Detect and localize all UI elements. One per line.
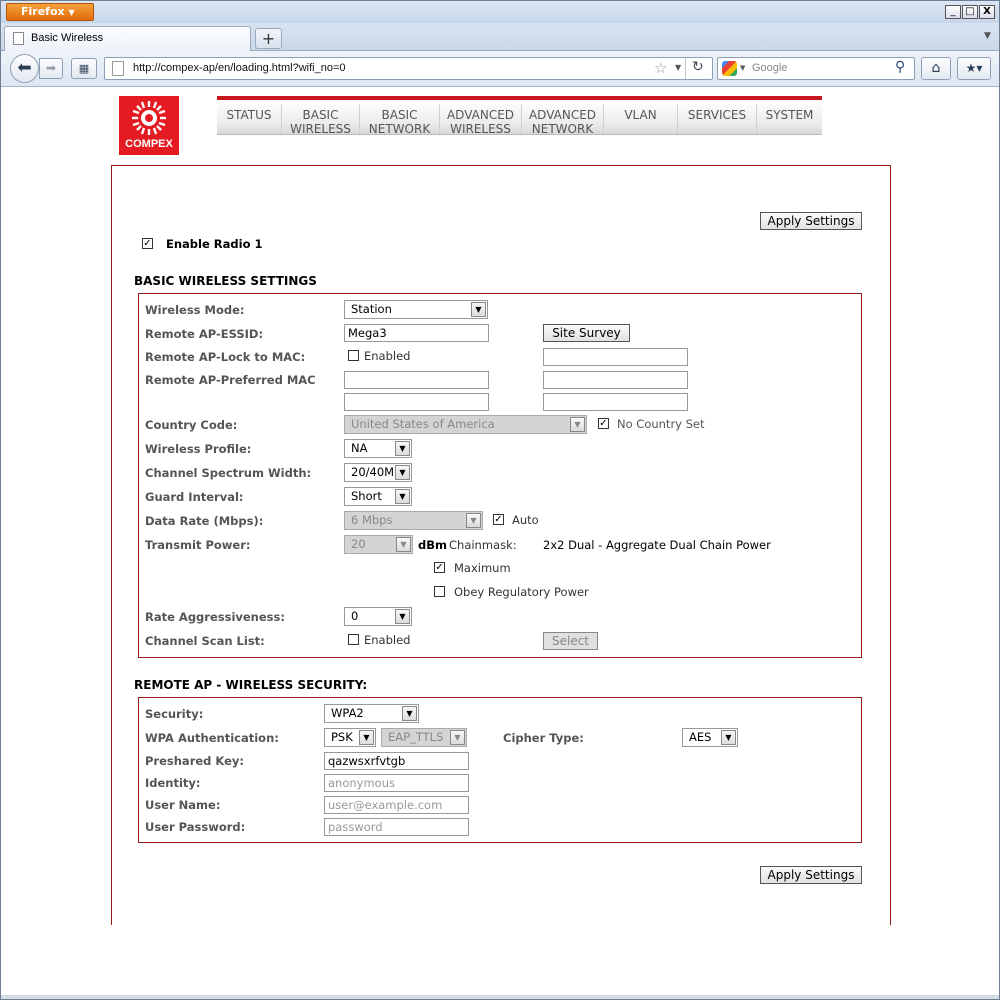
select-value: 20/40M — [351, 465, 395, 479]
username-input[interactable] — [324, 796, 469, 814]
chevron-down-icon: ▼ — [395, 465, 410, 480]
obey-regulatory-checkbox[interactable] — [434, 586, 445, 597]
chevron-down-icon: ▼ — [359, 730, 374, 745]
button-label: Select — [551, 634, 590, 648]
maximize-button[interactable] — [962, 5, 978, 19]
bookmarks-button[interactable] — [957, 57, 991, 80]
bookmark-star-icon: ★▾ — [965, 61, 983, 75]
chevron-down-icon: ▼ — [402, 706, 417, 721]
select-value: United States of America — [351, 417, 495, 431]
transmit-power-select[interactable] — [344, 535, 413, 554]
menu-label: BASIC NETWORK — [368, 108, 431, 136]
guard-interval-label: Guard Interval: — [145, 490, 244, 504]
preferred-mac-input-1[interactable] — [344, 371, 489, 389]
input-placeholder: user@example.com — [328, 798, 443, 812]
select-value: 20 — [351, 537, 366, 551]
button-label: Apply Settings — [767, 214, 855, 228]
input-value: Mega3 — [348, 326, 387, 340]
menu-label: SERVICES — [687, 108, 747, 122]
identity-input[interactable] — [324, 774, 469, 792]
apply-settings-button-bottom[interactable] — [760, 866, 862, 884]
wireless-mode-label: Wireless Mode: — [145, 303, 245, 317]
page-icon — [13, 32, 24, 45]
guard-interval-select[interactable] — [344, 487, 412, 506]
spectrum-width-label: Channel Spectrum Width: — [145, 466, 312, 480]
chainmask-value: 2x2 Dual - Aggregate Dual Chain Power — [543, 538, 771, 552]
select-value: Short — [351, 489, 382, 503]
menu-system[interactable] — [757, 104, 822, 136]
input-value: qazwsxrfvtgb — [328, 754, 406, 768]
wpa-auth-select[interactable] — [324, 728, 376, 747]
preshared-key-label: Preshared Key: — [145, 754, 245, 768]
chevron-down-icon: ▼ — [450, 730, 465, 745]
menu-services[interactable] — [678, 104, 757, 136]
preferred-mac-input-2[interactable] — [543, 371, 688, 389]
scan-list-select-button[interactable] — [543, 632, 598, 650]
google-icon — [722, 61, 737, 76]
maximum-label: Maximum — [454, 561, 511, 575]
menu-status[interactable] — [217, 104, 282, 136]
search-placeholder: Google — [752, 62, 788, 74]
rate-aggressiveness-select[interactable] — [344, 607, 412, 626]
spectrum-width-select[interactable] — [344, 463, 412, 482]
password-input[interactable] — [324, 818, 469, 836]
rate-aggressiveness-label: Rate Aggressiveness: — [145, 610, 285, 624]
forward-arrow-icon: ➡ — [45, 61, 57, 75]
stop-button[interactable] — [71, 58, 97, 79]
data-rate-auto-checkbox[interactable]: ✓ — [494, 514, 503, 525]
data-rate-auto-label: Auto — [512, 513, 539, 527]
search-icon[interactable]: ⚲ — [895, 59, 906, 75]
menu-label: VLAN — [624, 108, 657, 122]
chevron-down-icon: ▼ — [570, 417, 585, 432]
tab-title: Basic Wireless — [31, 32, 104, 44]
reload-icon[interactable]: ↻ — [692, 59, 704, 75]
logo-text: COMPEX — [125, 138, 173, 150]
cipher-type-select[interactable] — [682, 728, 738, 747]
chevron-down-icon: ▼ — [395, 441, 410, 456]
password-label: User Password: — [145, 820, 246, 834]
select-value: PSK — [331, 730, 353, 744]
back-button[interactable] — [10, 54, 39, 83]
basic-settings-title: BASIC WIRELESS SETTINGS — [134, 274, 317, 288]
scan-list-enabled-label: Enabled — [364, 633, 411, 647]
compex-logo — [119, 96, 179, 155]
data-rate-select[interactable] — [344, 511, 483, 530]
select-value: NA — [351, 441, 368, 455]
chevron-down-icon: ▼ — [396, 537, 411, 552]
minimize-icon: _ — [950, 6, 956, 17]
chainmask-label: Chainmask: — [449, 538, 517, 552]
search-bar[interactable] — [717, 57, 915, 80]
security-label: Security: — [145, 707, 204, 721]
scan-list-checkbox[interactable] — [348, 634, 359, 645]
wireless-mode-select[interactable] — [344, 300, 488, 319]
engine-dropdown-icon[interactable]: ▼ — [740, 64, 746, 72]
url-dropdown-icon[interactable]: ▼ — [675, 63, 682, 72]
menu-label: SYSTEM — [765, 108, 814, 122]
select-value: WPA2 — [331, 706, 364, 720]
transmit-power-label: Transmit Power: — [145, 538, 251, 552]
button-label: Apply Settings — [767, 868, 855, 882]
site-survey-button[interactable] — [543, 324, 630, 342]
menu-advanced-network[interactable] — [522, 104, 604, 136]
enable-radio-checkbox[interactable]: ✓ — [143, 238, 152, 249]
firefox-menu-button[interactable] — [6, 3, 94, 21]
home-button[interactable] — [921, 57, 951, 80]
preferred-mac-input-4[interactable] — [543, 393, 688, 411]
new-tab-button[interactable] — [255, 28, 282, 49]
menu-label: BASIC WIRELESS — [290, 108, 351, 136]
input-placeholder: anonymous — [328, 776, 395, 790]
menu-advanced-wireless[interactable] — [440, 104, 522, 136]
select-value: 0 — [351, 609, 359, 623]
essid-input[interactable] — [344, 324, 489, 342]
tab-list-icon[interactable]: ▼ — [984, 31, 991, 41]
cipher-type-label: Cipher Type: — [503, 731, 584, 745]
menu-label: ADVANCED NETWORK — [528, 108, 597, 136]
apply-settings-button-top[interactable] — [760, 212, 862, 230]
chevron-down-icon: ▼ — [395, 489, 410, 504]
dbm-unit-label: dBm — [418, 538, 447, 552]
chevron-down-icon: ▼ — [395, 609, 410, 624]
maximum-checkbox[interactable]: ✓ — [435, 562, 444, 573]
menu-label: ADVANCED WIRELESS — [446, 108, 515, 136]
star-icon[interactable]: ☆ — [654, 59, 668, 77]
plus-icon: + — [261, 29, 276, 48]
enable-radio-label: Enable Radio 1 — [166, 237, 263, 251]
eap-method-select[interactable] — [381, 728, 467, 747]
select-value: 6 Mbps — [351, 513, 393, 527]
lock-mac-checkbox[interactable] — [348, 350, 359, 361]
wpa-auth-label: WPA Authentication: — [145, 731, 279, 745]
select-value: Station — [351, 302, 392, 316]
country-code-select[interactable] — [344, 415, 587, 434]
url-divider — [685, 58, 686, 79]
identity-label: Identity: — [145, 776, 201, 790]
close-button[interactable] — [979, 5, 995, 19]
close-icon: X — [983, 6, 991, 17]
button-label: Site Survey — [552, 326, 621, 340]
security-box — [138, 697, 862, 843]
lock-mac-enabled-label: Enabled — [364, 349, 411, 363]
title-bar — [1, 1, 999, 23]
username-label: User Name: — [145, 798, 221, 812]
data-rate-label: Data Rate (Mbps): — [145, 514, 264, 528]
lock-mac-label: Remote AP-Lock to MAC: — [145, 350, 306, 364]
security-select[interactable] — [324, 704, 419, 723]
no-country-checkbox[interactable]: ✓ — [599, 418, 608, 429]
url-bar[interactable] — [104, 57, 713, 80]
minimize-button[interactable] — [945, 5, 961, 19]
tab-basic-wireless[interactable] — [4, 26, 251, 51]
maximize-icon: □ — [965, 6, 975, 17]
country-code-label: Country Code: — [145, 418, 238, 432]
chevron-down-icon: ▼ — [721, 730, 736, 745]
page-icon — [112, 61, 124, 76]
no-country-label: No Country Set — [617, 417, 705, 431]
back-arrow-icon: ⬅ — [17, 58, 32, 78]
menu-basic-wireless[interactable] — [282, 104, 360, 136]
grid-icon: ▦ — [78, 62, 90, 75]
menu-label: STATUS — [226, 108, 272, 122]
status-bar — [1, 995, 999, 999]
menu-basic-network[interactable] — [360, 104, 440, 136]
home-icon: ⌂ — [931, 60, 941, 76]
lock-mac-input[interactable] — [543, 348, 688, 366]
wireless-profile-select[interactable] — [344, 439, 412, 458]
forward-button[interactable] — [39, 58, 63, 79]
essid-label: Remote AP-ESSID: — [145, 327, 264, 341]
menu-vlan[interactable] — [604, 104, 678, 136]
select-value: EAP_TTLS — [388, 730, 444, 744]
scan-list-label: Channel Scan List: — [145, 634, 265, 648]
security-title: REMOTE AP - WIRELESS SECURITY: — [134, 678, 368, 692]
preshared-key-input[interactable] — [324, 752, 469, 770]
preferred-mac-label: Remote AP-Preferred MAC — [145, 373, 316, 387]
logo-sun-icon — [131, 100, 167, 136]
chevron-down-icon: ▼ — [466, 513, 481, 528]
obey-regulatory-label: Obey Regulatory Power — [454, 585, 589, 599]
chevron-down-icon: ▼ — [68, 8, 75, 17]
main-menu — [217, 96, 822, 135]
input-placeholder: password — [328, 820, 383, 834]
url-text: http://compex-ap/en/loading.html?wifi_no=0 — [133, 62, 346, 74]
preferred-mac-input-3[interactable] — [344, 393, 489, 411]
wireless-profile-label: Wireless Profile: — [145, 442, 252, 456]
select-value: AES — [689, 730, 712, 744]
firefox-menu-label: Firefox — [21, 5, 65, 18]
chevron-down-icon: ▼ — [471, 302, 486, 317]
